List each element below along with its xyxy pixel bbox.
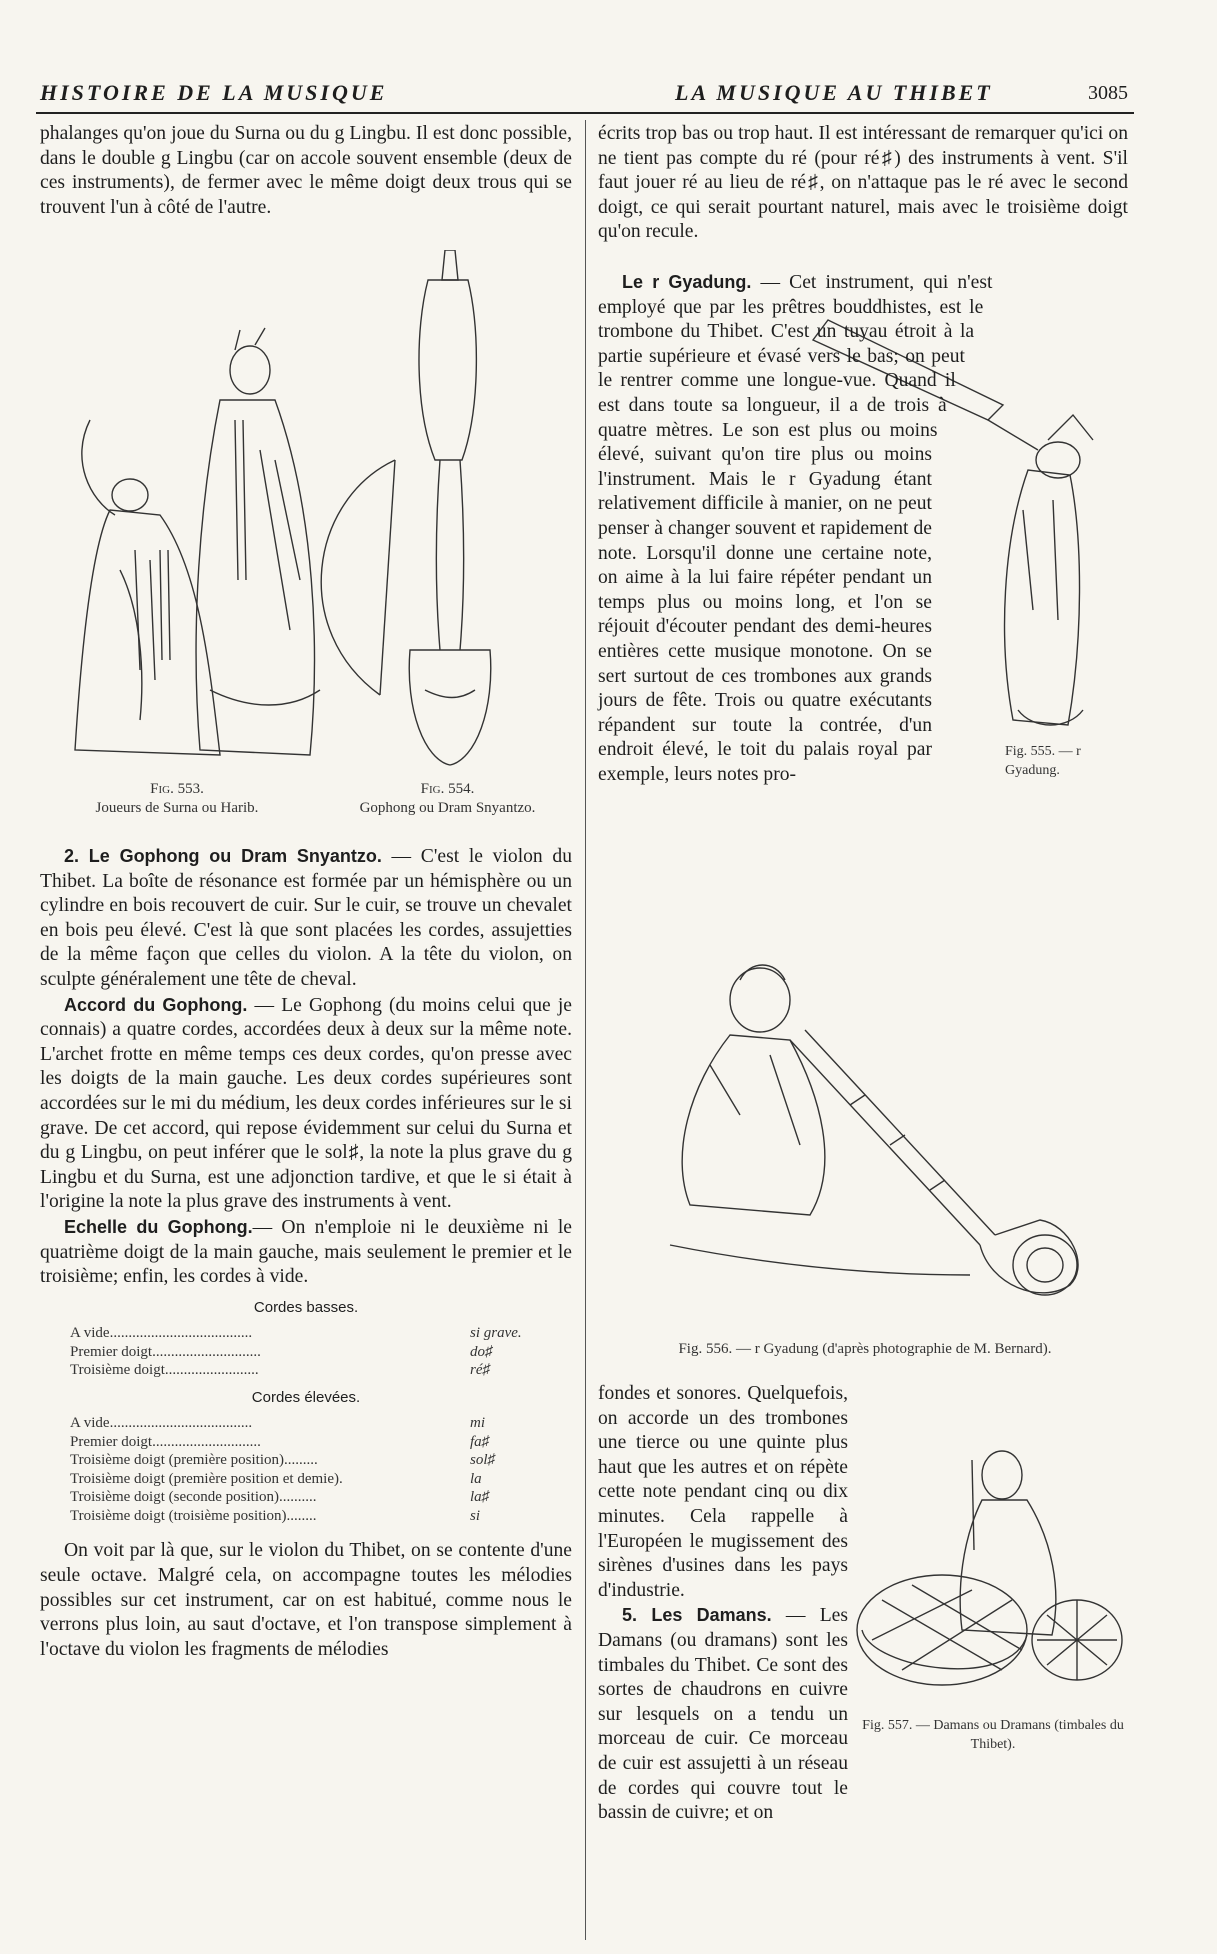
row-value: sol♯ (470, 1452, 496, 1469)
table-row (70, 1414, 572, 1433)
row-label: Troisième doigt (première position)......... (70, 1452, 318, 1469)
page-number: 3085 (1088, 82, 1128, 104)
right-p1-text: écrits trop bas ou trop haut. Il est intéressant de remarquer qu'ici on ne tient pas compte du ré (pour ré♯) des instruments à vent. S'il faut jouer ré au lieu de ré♯, on n'attaque pas le ré avec le second doigt, ce qui serait pourtant naturel, mais avec le troisième doigt qu'on recule. (598, 123, 1128, 243)
right-bottom-text (598, 1382, 1128, 1826)
fig553-label: Joueurs de Surna ou Harib. (95, 800, 259, 816)
row-label: Troisième doigt (première position et demie). (70, 1470, 343, 1487)
section-2-text: — C'est le violon du Thibet. La boîte de résonance est formée par un hémisphère ou un cylindre en bois recouvert de cuir. Sur le cuir, se trouve un chevalet en bois peu élevé. C'est là que sont placées les cordes, assujetties de la même façon que celles du violon. A la tête du violon, on sculpte généralement une tête de cheval. (40, 846, 572, 990)
right-p3-text: fondes et sonores. Quelquefois, on accorde un des trombones une tierce ou une quinte plus haut que les autres et on répète cette note pendant cinq ou dix minutes. Cela rappelle à l'Européen le mugissement des sirènes d'usines dans les pays d'industrie. (598, 1383, 848, 1601)
left-paragraph-1 (40, 122, 572, 220)
fig554-caption (320, 780, 575, 818)
accord-paragraph (40, 993, 572, 1215)
table-row (70, 1324, 572, 1343)
fig554-label: Gophong ou Dram Snyantzo. (359, 800, 536, 816)
echelle-title: Echelle du Gophong. (64, 1216, 253, 1237)
row-value: si grave. (470, 1325, 522, 1342)
table1 (40, 1324, 572, 1380)
table-row (70, 1507, 572, 1526)
fig554-number: Fig. 554. (420, 781, 475, 797)
row-value: mi (470, 1415, 485, 1432)
row-value: si (470, 1507, 481, 1524)
fig557-caption: Fig. 557. — Damans ou Dramans (timbales du Thibet). (862, 1718, 1124, 1752)
table-row (70, 1433, 572, 1452)
section-5-text: — Les Damans (ou dramans) sont les timbales du Thibet. Ce sont des sortes de chaudrons en cuivre sur lesquels on a tendu un morceau de cuir. Ce morceau de cuir est assujetti à un réseau de cordes qui couvre tout le bassin de cuivre; et on (598, 1605, 848, 1824)
table-row (70, 1361, 572, 1380)
figures-553-554-illustration (50, 250, 570, 770)
row-label: Premier doigt............................. (70, 1343, 261, 1360)
row-label: Troisième doigt (troisième position)........ (70, 1507, 317, 1524)
table-row (70, 1451, 572, 1470)
column-divider (585, 120, 586, 1940)
table-row (70, 1470, 572, 1489)
row-label: A vide...................................... (70, 1325, 253, 1342)
gyadung-title: Le r Gyadung. (622, 272, 752, 292)
table2-title: Cordes élevées. (251, 1388, 361, 1406)
accord-text: — Le Gophong (du moins celui que je connais) a quatre cordes, accordées deux à deux sur la même note. L'archet frotte en même temps ces deux cordes, qu'on presse avec les doigts de la main gauche. Les deux cordes supérieures sont accordées sur le mi du médium, les deux cordes inférieures sur le si grave. De cet accord, qui repose évidemment sur celui du Surna et du g Lingbu, on peut inférer que le sol♯, la note la plus grave du g Lingbu et du Surna, est une adjonction tardive, et que le si était à l'origine la note la plus grave des instruments à vent. (40, 994, 572, 1213)
gyadung-text: — Cet instrument, qui n'est employé que par les prêtres bouddhistes, est le trombone du Thibet. C'est un tuyau étroit à la partie supérieure et évasé vers le bas; on peut le rentrer comme une longue-vue. Quand il est dans toute sa longueur, il a de trois à quatre mètres. Le son est plus ou moins élevé, suivant qu'on tire plus ou moins l'instrument. Mais le r Gyadung étant relativement difficile à manier, on ne peut penser à changer souvent et rapidement de note. Lorsqu'il donne une certaine note, on aime à la lui faire répéter pendant un temps plus ou moins long, et l'on se réjouit d'écouter pendant des demi-heures entières cette musique monotone. On se sert surtout de ces trombones aux grands jours de fête. Trois ou quatre exécutants répandent sur toute la contrée, d'un endroit élevé, le toit du palais royal par exemple, leurs notes pro- (598, 272, 993, 785)
running-header-right: LA MUSIQUE AU THIBET (675, 80, 993, 105)
table-row (70, 1488, 572, 1507)
row-label: A vide...................................... (70, 1415, 253, 1432)
table-row (70, 1343, 572, 1362)
left-p1-text: phalanges qu'on joue du Surna ou du g Lingbu. Il est donc possible, dans le double g Lingbu (car on accole souvent ensemble (deux de ces instruments), de fermer avec le même doigt deux trous qui se trouvent l'un à côté de l'autre. (40, 123, 572, 218)
row-value: fa♯ (470, 1433, 490, 1450)
header-rule (36, 112, 1134, 114)
row-value: ré♯ (470, 1362, 490, 1379)
fig556-caption: Fig. 556. — r Gyadung (d'après photographie de M. Bernard). (678, 1341, 1052, 1357)
fig554-gophong-drawing (321, 250, 491, 765)
section-2-title: 2. Le Gophong ou Dram Snyantzo. (64, 846, 382, 866)
fig555-caption: Fig. 555. — r Gyadung. (1005, 744, 1081, 778)
echelle-text: — On n'emploie ni le deuxième ni le quatrième doigt de la main gauche, mais seulement le premier et le troisième; enfin, les cordes à vide. (40, 1216, 572, 1288)
section-2-paragraph (40, 844, 572, 993)
row-label: Troisième doigt......................... (70, 1362, 259, 1379)
echelle-paragraph (40, 1215, 572, 1290)
left-last-paragraph: On voit par là que, sur le violon du Thibet, on se contente d'une seule octave. Malgré cela, on accompagne toutes les mélodies possibles sur cet instrument, car on est habitué, comme nous le verrons plus loin, au saut d'octave, et l'on transpose simplement à l'octave du violon les fragments de mélodies (40, 1540, 572, 1660)
accord-title: Accord du Gophong. (64, 994, 248, 1015)
right-paragraph-1 (598, 122, 1128, 245)
running-header-left: HISTOIRE DE LA MUSIQUE (40, 80, 388, 105)
row-value: la (470, 1470, 482, 1487)
fig553-caption (52, 780, 302, 818)
fig556-gyadung-player-illustration (650, 945, 1110, 1325)
fig553-players-drawing (75, 328, 320, 755)
row-label: Premier doigt............................. (70, 1433, 261, 1450)
row-label: Troisième doigt (seconde position).......... (70, 1489, 317, 1506)
fig557-float (848, 1437, 1128, 1805)
table1-title: Cordes basses. (253, 1298, 359, 1316)
row-value: do♯ (470, 1343, 493, 1360)
left-main-text (40, 844, 572, 1662)
fig553-number: Fig. 553. (150, 781, 204, 797)
section-5-title: 5. Les Damans. (622, 1605, 772, 1626)
gyadung-paragraph (598, 270, 1128, 787)
row-value: la♯ (470, 1489, 490, 1506)
table2 (40, 1414, 572, 1525)
